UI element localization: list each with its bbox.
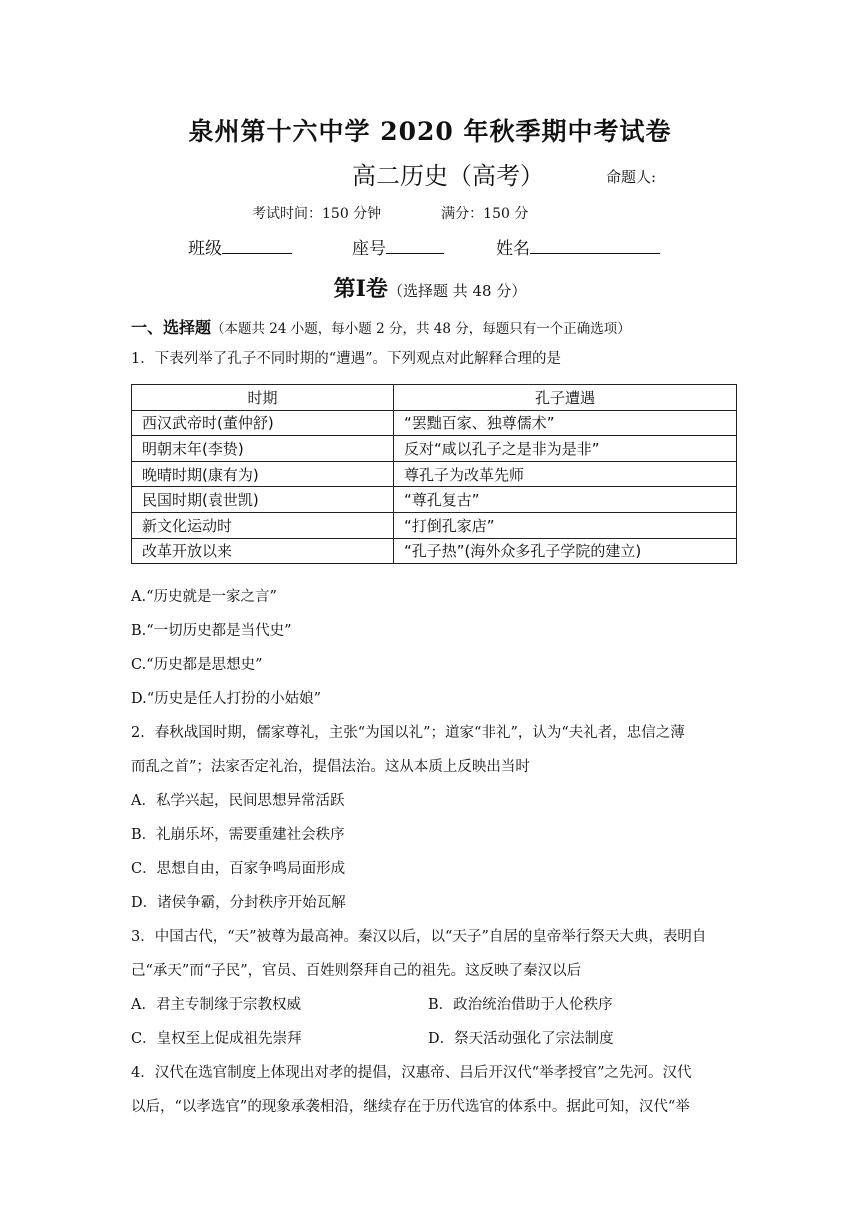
table-cell: 晚晴时期(康有为) — [132, 461, 394, 487]
table-row — [132, 410, 737, 436]
question-3-stem-line2: 己“承天”而“子民”，官员、百姓则祭拜自己的祖先。这反映了秦汉以后 — [131, 963, 582, 979]
q1-option-c[interactable]: C.“历史都是思想史” — [131, 657, 263, 673]
q2-option-d[interactable]: D．诸侯争霸，分封秩序开始瓦解 — [131, 895, 346, 911]
table-cell: 改革开放以来 — [132, 538, 394, 564]
table-cell: 尊孔子为改革先师 — [394, 461, 737, 487]
table-row — [132, 512, 737, 538]
q1-option-b[interactable]: B.“一切历史都是当代史” — [131, 623, 292, 639]
table-cell: 民国时期(袁世凯) — [132, 487, 394, 513]
question-4-stem-line2: 以后，“以孝选官”的现象承袭相沿，继续存在于历代选官的体系中。据此可知，汉代“举 — [131, 1099, 690, 1115]
author-label: 命题人: — [606, 168, 657, 186]
seat-label: 座号 — [352, 239, 386, 259]
q3-option-b[interactable]: B．政治统治借助于人伦秩序 — [428, 997, 613, 1013]
confucius-table — [131, 384, 737, 564]
table-header-cell: 孔子遭遇 — [394, 385, 737, 411]
table-cell: “孔子热”(海外众多孔子学院的建立) — [394, 538, 737, 564]
name-label: 姓名 — [496, 239, 530, 259]
table-cell: 新文化运动时 — [132, 512, 394, 538]
table-cell: “打倒孔家店” — [394, 512, 737, 538]
volume-title: 第Ⅰ卷 — [333, 276, 388, 302]
question-2-stem-line2: 而乱之首”；法家否定礼治，提倡法治。这从本质上反映出当时 — [131, 759, 530, 775]
q1-option-d[interactable]: D.“历史是任人打扮的小姑娘” — [131, 691, 322, 707]
table-cell: 西汉武帝时(董仲舒) — [132, 410, 394, 436]
table-row — [132, 487, 737, 513]
q3-option-c[interactable]: C．皇权至上促成祖先崇拜 — [131, 1031, 302, 1047]
volume-note: （选择题 共 48 分） — [387, 282, 527, 300]
q3-option-d[interactable]: D．祭天活动强化了宗法制度 — [428, 1031, 614, 1047]
q2-option-c[interactable]: C．思想自由，百家争鸣局面形成 — [131, 861, 346, 877]
student-info-fields — [188, 234, 660, 259]
subject-title: 高二历史（高考） — [352, 162, 544, 190]
class-label: 班级 — [188, 239, 222, 259]
section-instruction: （本题共 24 小题，每小题 2 分，共 48 分，每题只有一个正确选项） — [211, 321, 631, 337]
volume-heading — [0, 272, 860, 303]
seat-blank[interactable] — [386, 236, 444, 254]
q3-option-a[interactable]: A．君主专制缘于宗教权威 — [131, 997, 301, 1013]
question-2-stem-line1: 2．春秋战国时期，儒家尊礼，主张“为国以礼”；道家“非礼”，认为“夫礼者，忠信之薄 — [131, 725, 685, 741]
class-blank[interactable] — [222, 236, 292, 254]
table-cell: 反对“咸以孔子之是非为是非” — [394, 436, 737, 462]
name-blank[interactable] — [530, 236, 660, 254]
q2-option-a[interactable]: A．私学兴起，民间思想异常活跃 — [131, 793, 345, 809]
q1-option-a[interactable]: A.“历史就是一家之言” — [131, 589, 277, 605]
table-row — [132, 538, 737, 564]
exam-info — [252, 203, 528, 223]
table-row — [132, 461, 737, 487]
question-1-stem: 1．下表列举了孔子不同时期的“遭遇”。下列观点对此解释合理的是 — [131, 351, 562, 367]
table-header-row — [132, 385, 737, 411]
exam-title: 泉州第十六中学 2020 年秋季期中考试卷 — [188, 117, 672, 146]
exam-time: 考试时间：150 分钟 — [252, 206, 382, 222]
section-heading — [131, 315, 631, 338]
table-cell: “罢黜百家、独尊儒术” — [394, 410, 737, 436]
table-header-cell: 时期 — [132, 385, 394, 411]
question-3-stem-line1: 3．中国古代，“天”被尊为最高神。秦汉以后，以“天子”自居的皇帝举行祭天大典，表明自 — [131, 929, 707, 945]
question-4-stem-line1: 4．汉代在选官制度上体现出对孝的提倡，汉惠帝、吕后开汉代“举孝授官”之先河。汉代 — [131, 1065, 692, 1081]
table-row — [132, 436, 737, 462]
q2-option-b[interactable]: B．礼崩乐坏，需要重建社会秩序 — [131, 827, 345, 843]
table-cell: “尊孔复古” — [394, 487, 737, 513]
table-cell: 明朝末年(李贽) — [132, 436, 394, 462]
full-score: 满分：150 分 — [441, 206, 529, 222]
section-title: 一、选择题 — [131, 318, 212, 337]
